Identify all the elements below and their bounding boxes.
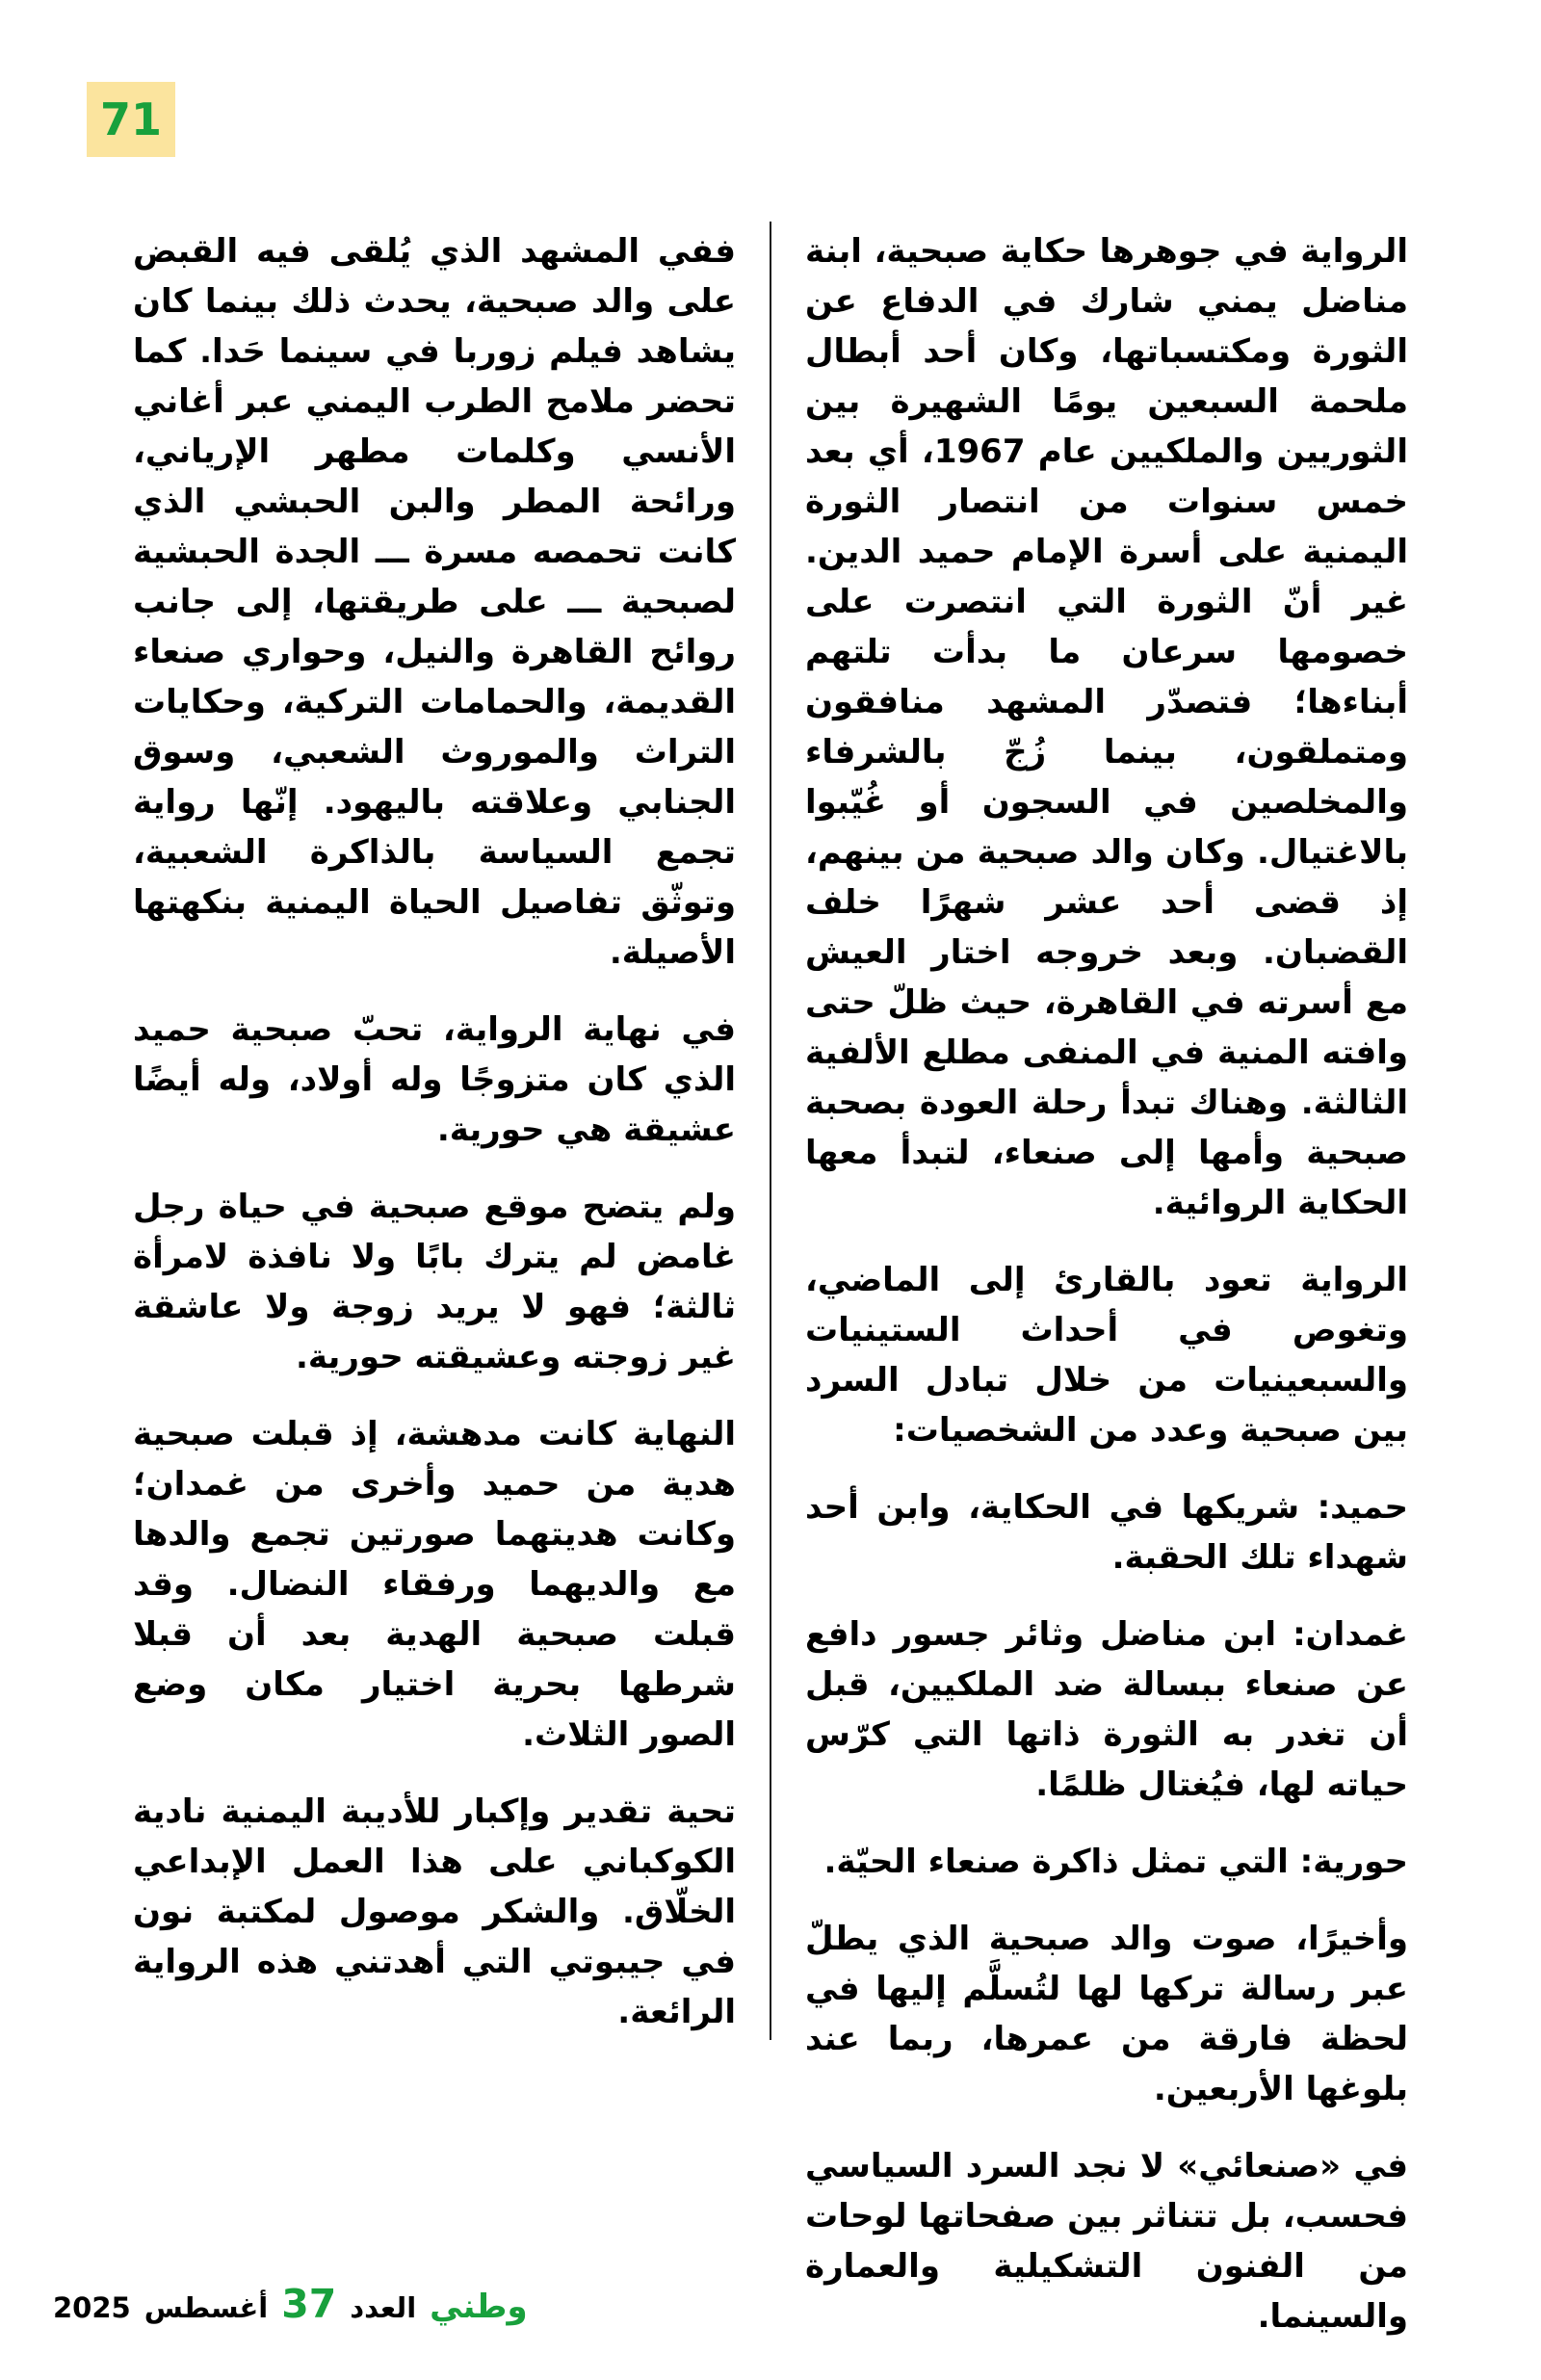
paragraph: غمدان: ابن مناضل وثائر جسور دافع عن صنعاء ببسالة ضد الملكيين، قبل أن تغدر به الثورة ذاتها التي كرّس حياته لها، فيُغتال ظلمًا.: [805, 1615, 1408, 1804]
paragraph: ففي المشهد الذي يُلقى فيه القبض على والد صبحية، يحدث ذلك بينما كان يشاهد فيلم زوربا في سينما حَدا. كما تحضر ملامح الطرب اليمني عبر أغاني الأنسي وكلمات مطهر الإرياني، ورائحة المطر والبن الحبشي الذي كانت تحمصه مسرة ـــ الجدة الحبشية لصبحية ـــ على طريقتها، إلى جانب روائح القاهرة والنيل، وحواري صنعاء القديمة، والحمامات التركية، وحكايات التراث والموروث الشعبي، وسوق الجنابي وعلاقته باليهود. إنّها رواية تجمع السياسة بالذاكرة الشعبية، وتوثّق تفاصيل الحياة اليمنية بنكهتها الأصيلة.: [133, 232, 736, 972]
page-footer: [53, 2281, 528, 2327]
paragraph: في «صنعائي» لا نجد السرد السياسي فحسب، بل تتناثر بين صفحاتها لوحات من الفنون التشكيلية والعمارة والسينما.: [805, 2147, 1408, 2336]
paragraph: ولم يتضح موقع صبحية في حياة رجل غامض لم يترك بابًا ولا نافذة لامرأة ثالثة؛ فهو لا يريد زوجة ولا عاشقة غير زوجته وعشيقته حورية.: [133, 1188, 736, 1376]
article-column-right: [805, 226, 1408, 2341]
issue-label: العدد: [350, 2291, 417, 2324]
paragraph: وأخيرًا، صوت والد صبحية الذي يطلّ عبر رسالة تركها لها لتُسلَّم إليها في لحظة فارقة من عمرها، ربما عند بلوغها الأربعين.: [805, 1920, 1408, 2108]
paragraph: في نهاية الرواية، تحبّ صبحية حميد الذي كان متزوجًا وله أولاد، وله أيضًا عشيقة هي حورية.: [133, 1010, 736, 1149]
magazine-name: وطني: [430, 2288, 528, 2326]
paragraph: النهاية كانت مدهشة، إذ قبلت صبحية هدية من حميد وأخرى من غمدان؛ وكانت هديتهما صورتين تجمع والدها مع والديهما ورفقاء النضال. وقد قبلت صبحية الهدية بعد أن قبلا شرطها بحرية اختيار مكان وضع الصور الثلاث.: [133, 1415, 736, 1754]
issue-number: 37: [281, 2281, 337, 2327]
page-number: 71: [99, 93, 162, 145]
column-divider: [770, 222, 771, 2040]
paragraph: الرواية في جوهرها حكاية صبحية، ابنة مناضل يمني شارك في الدفاع عن الثورة ومكتسباتها، وكان أحد أبطال ملحمة السبعين يومًا الشهيرة بين الثوريين والملكيين عام 1967، أي بعد خمس سنوات من انتصار الثورة اليمنية على أسرة الإمام حميد الدين. غير أنّ الثورة التي انتصرت على خصومها سرعان ما بدأت تلتهم أبناءها؛ فتصدّر المشهد منافقون ومتملقون، بينما زُجّ بالشرفاء والمخلصين في السجون أو غُيّبوا بالاغتيال. وكان والد صبحية من بينهم، إذ قضى أحد عشر شهرًا خلف القضبان. وبعد خروجه اختار العيش مع أسرته في القاهرة، حيث ظلّ حتى وافته المنية في المنفى مطلع الألفية الثالثة. وهناك تبدأ رحلة العودة بصحبة صبحية وأمها إلى صنعاء، لتبدأ معها الحكاية الروائية.: [805, 232, 1408, 1222]
paragraph: تحية تقدير وإكبار للأديبة اليمنية نادية الكوكباني على هذا العمل الإبداعي الخلّاق. والشكر موصول لمكتبة نون في جيبوتي التي أهدتني هذه الرواية الرائعة.: [133, 1792, 736, 2031]
paragraph: الرواية تعود بالقارئ إلى الماضي، وتغوص في أحداث الستينيات والسبعينيات من خلال تبادل السرد بين صبحية وعدد من الشخصيات:: [805, 1261, 1408, 1450]
paragraph: حورية: التي تمثل ذاكرة صنعاء الحيّة.: [823, 1843, 1408, 1881]
page-number-badge: [87, 82, 175, 157]
paragraph: حميد: شريكها في الحكاية، وابن أحد شهداء تلك الحقبة.: [805, 1488, 1408, 1577]
footer-year: 2025: [53, 2291, 131, 2324]
article-column-left: [133, 226, 736, 2037]
footer-month: أغسطس: [144, 2291, 269, 2324]
